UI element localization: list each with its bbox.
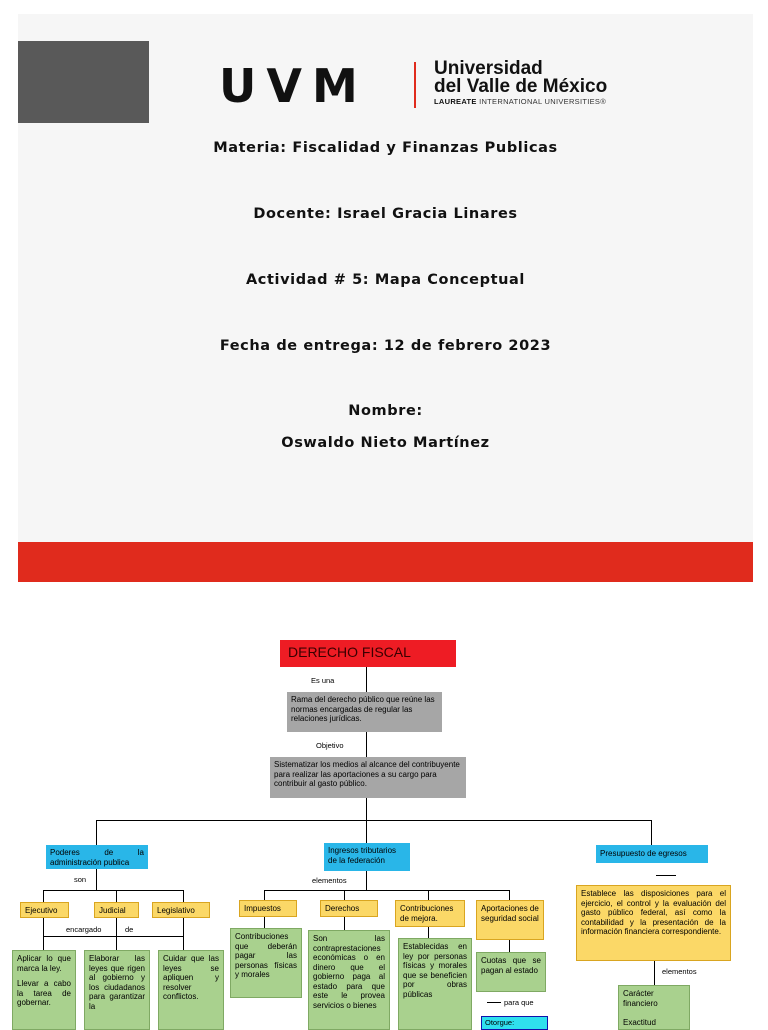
student-name: Oswaldo Nieto Martínez: [281, 435, 490, 451]
aportaciones-detail-box: Cuotas que se pagan al estado: [476, 952, 546, 992]
derechos-box: Derechos: [320, 900, 378, 917]
logo-tagline: [434, 97, 606, 106]
decorative-red-band: [18, 542, 753, 582]
connector-line: [366, 820, 367, 843]
connector-line: [366, 871, 367, 890]
impuestos-box: Impuestos: [239, 900, 297, 917]
connector-line: [116, 890, 117, 902]
connector-line: [116, 918, 117, 950]
connector-line: [366, 798, 367, 820]
link-label-son: son: [74, 875, 87, 884]
connector-dash: [656, 875, 676, 876]
link-label-es-una: Es una: [311, 676, 335, 685]
connector-line: [366, 732, 367, 757]
tagline-bold: LAUREATE: [434, 97, 477, 106]
contribuciones-mejora-box: Contribuciones de mejora.: [395, 900, 465, 927]
connector-line: [43, 890, 44, 902]
poderes-bus-line: [43, 890, 183, 891]
ejecutivo-detail-box: [12, 950, 76, 1030]
otorgue-box: Otorgue:: [481, 1016, 548, 1030]
ejecutivo-detail-2: Llevar a cabo la tarea de gobernar.: [17, 979, 71, 1007]
connector-line: [43, 918, 44, 950]
presupuesto-box: Presupuesto de egresos: [596, 845, 708, 863]
decorative-gray-band: [18, 41, 149, 123]
poderes-detail-bus: [43, 936, 183, 937]
definition-box: Rama del derecho público que reúne las normas encargadas de regular las relaciones jurídicas.: [287, 692, 442, 732]
logo-divider: [414, 62, 416, 108]
legislativo-detail-box: Cuidar que las leyes se apliquen y resolver conflictos.: [158, 950, 224, 1030]
connector-line: [344, 917, 345, 930]
connector-line: [183, 918, 184, 950]
objective-box: Sistematizar los medios al alcance del contribuyente para realizar las aportaciones a su cargo para contribuir al gasto público.: [270, 757, 466, 798]
connector-line: [96, 869, 97, 891]
fecha-line: Fecha de entrega: 12 de febrero 2023: [219, 338, 552, 354]
uvm-logo-wordmark: UVM: [219, 59, 368, 113]
connector-line: [366, 667, 367, 692]
link-label-de: de: [125, 925, 134, 934]
legislativo-box: Legislativo: [152, 902, 210, 918]
link-label-elementos-presupuesto: elementos: [662, 967, 697, 976]
ejecutivo-box: Ejecutivo: [20, 902, 69, 918]
contribuciones-detail-box: Establecidas en ley por personas físicas y morales que se beneficien por obras públicas: [398, 938, 472, 1030]
para-que-line: [487, 1002, 501, 1003]
presupuesto-elements-box: [618, 985, 690, 1030]
cover-page: [18, 14, 753, 582]
connector-line: [654, 961, 655, 985]
connector-line: [428, 927, 429, 938]
actividad-line: Actividad # 5: Mapa Conceptual: [245, 272, 526, 288]
aportaciones-box: Aportaciones de seguridad social: [476, 900, 544, 940]
connector-line: [428, 890, 429, 900]
connector-line: [264, 917, 265, 928]
link-label-elementos: elementos: [312, 876, 347, 885]
link-label-objetivo: Objetivo: [316, 741, 344, 750]
judicial-detail-box: Elaborar las leyes que rigen al gobierno y los ciudadanos para garantizar la: [84, 950, 150, 1030]
link-label-encargado: encargado: [66, 925, 102, 934]
docente-line: Docente: Israel Gracia Linares: [253, 206, 518, 222]
university-name-line2: del Valle de México: [434, 76, 608, 97]
poderes-box: Poderes de la administración publica: [46, 845, 148, 869]
connector-line: [651, 820, 652, 845]
judicial-box: Judicial: [94, 902, 139, 918]
materia-line: Materia: Fiscalidad y Finanzas Publicas: [213, 140, 558, 156]
map-title: DERECHO FISCAL: [280, 640, 456, 667]
element-caracter-financiero: Carácter financiero: [623, 989, 658, 1008]
link-label-para-que: para que: [504, 998, 534, 1007]
derechos-detail-box: Son las contraprestaciones económicas o en dinero que el gobierno paga al estado para que este le provea servicios o bienes: [308, 930, 390, 1030]
nombre-label: Nombre:: [348, 403, 423, 419]
connector-line: [183, 890, 184, 902]
ejecutivo-detail-1: Aplicar lo que marca la ley.: [17, 954, 71, 973]
connector-line: [509, 890, 510, 900]
connector-line: [344, 890, 345, 900]
presupuesto-detail-box: Establece las disposiciones para el ejercicio, el control y la evaluación del gasto público federal, así como la contabilidad y la presentación de la información financiera correspondiente.: [576, 885, 731, 961]
connector-line: [264, 890, 265, 900]
tagline-rest: INTERNATIONAL UNIVERSITIES®: [479, 97, 607, 106]
connector-line: [96, 820, 97, 845]
impuestos-detail-box: Contribuciones que deberán pagar las personas físicas y morales: [230, 928, 302, 998]
branch-bus-line: [96, 820, 652, 821]
element-exactitud: Exactitud: [623, 1018, 656, 1027]
university-name-line1: Universidad: [434, 58, 543, 79]
connector-line: [509, 940, 510, 952]
ingresos-bus-line: [264, 890, 509, 891]
ingresos-box: Ingresos tributarios de la federación: [324, 843, 410, 871]
